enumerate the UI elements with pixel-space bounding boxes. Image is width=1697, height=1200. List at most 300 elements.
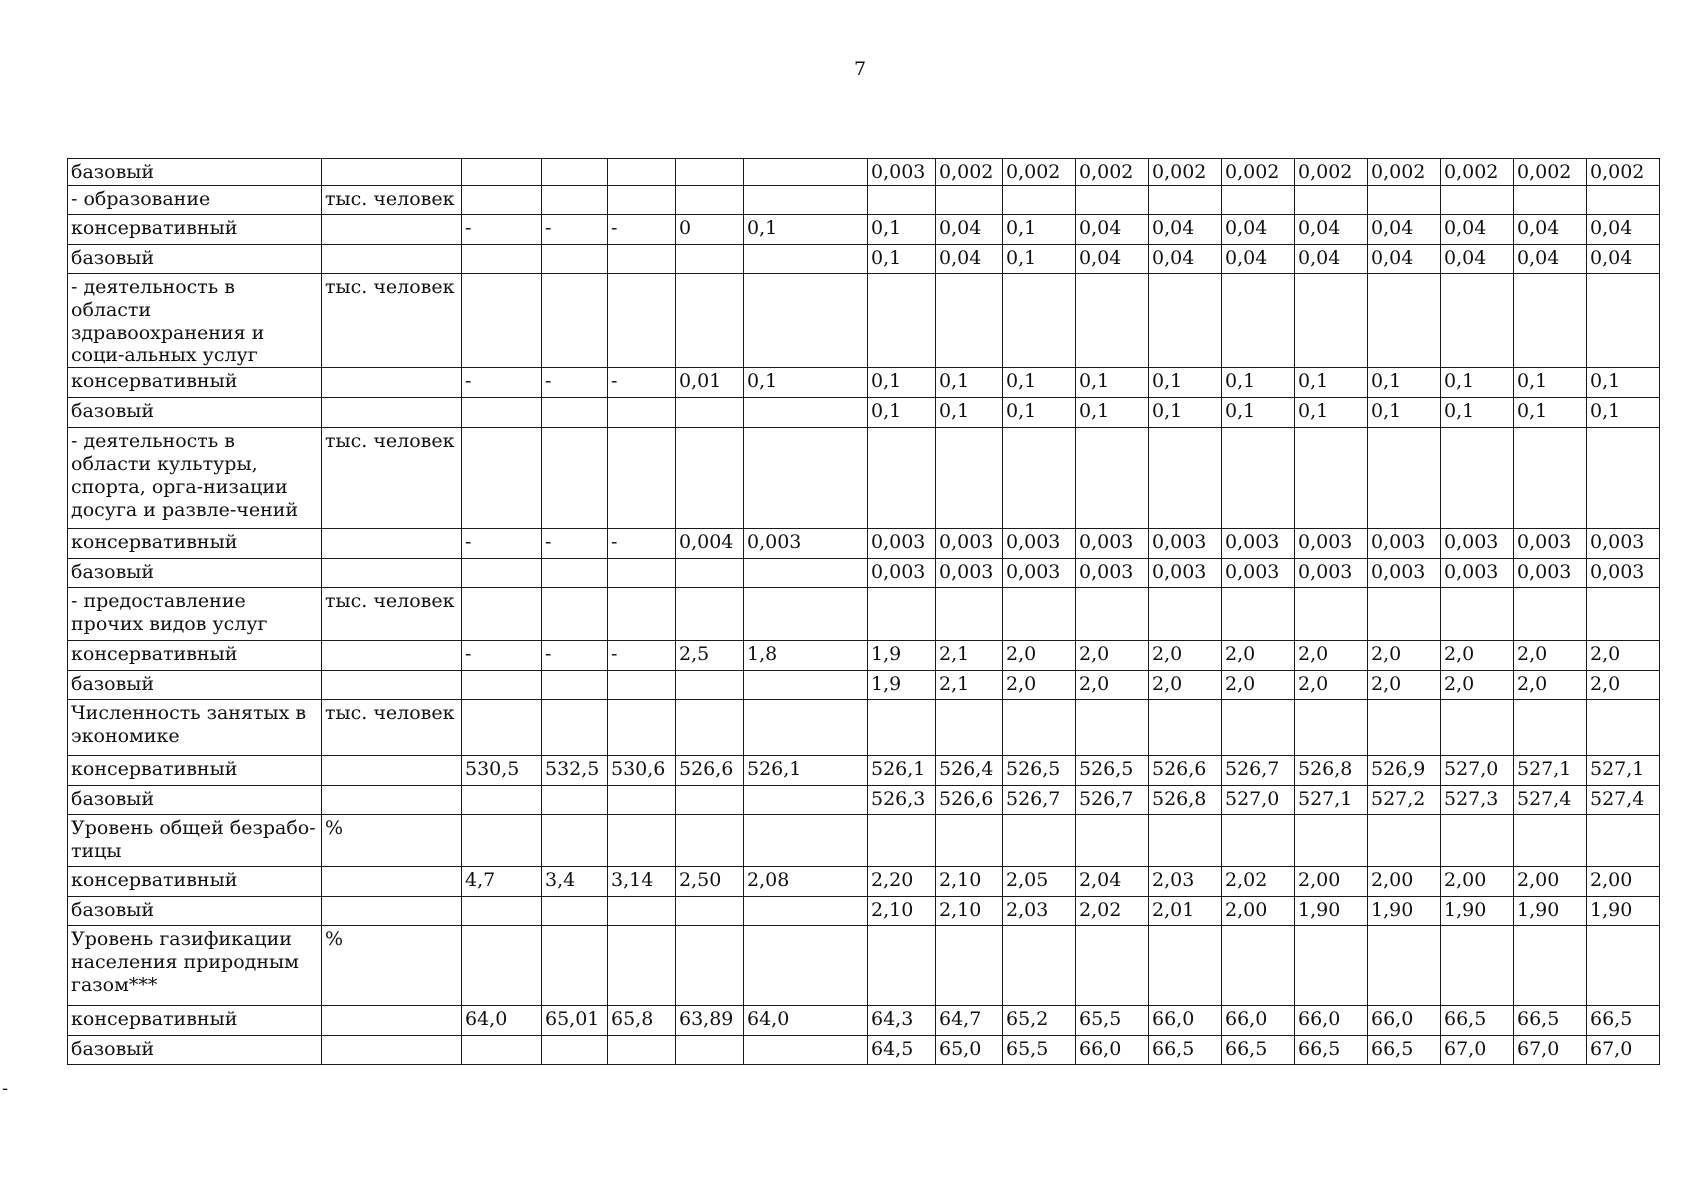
historical-value-cell: [462, 159, 542, 186]
forecast-value-cell: 2,0: [1003, 641, 1076, 671]
historical-value-cell: [608, 559, 676, 588]
forecast-value-cell: 66,0: [1149, 1006, 1222, 1036]
forecast-value-cell: 526,5: [1003, 756, 1076, 786]
forecast-value-cell: 0,002: [1222, 159, 1295, 186]
historical-value-cell: [608, 186, 676, 215]
row-label: базовый: [68, 398, 322, 428]
forecast-value-cell: 0,04: [1222, 215, 1295, 245]
forecast-value-cell: 0,1: [1003, 215, 1076, 245]
row-label: базовый: [68, 1036, 322, 1065]
historical-value-cell: 0,003: [744, 529, 868, 559]
table-row: [68, 897, 1660, 926]
forecast-value-cell: 1,9: [868, 641, 936, 671]
forecast-value-cell: [868, 186, 936, 215]
historical-value-cell: 65,8: [608, 1006, 676, 1036]
forecast-value-cell: 0,04: [936, 215, 1003, 245]
historical-value-cell: [542, 588, 608, 641]
historical-value-cell: 2,08: [744, 867, 868, 897]
table-row: [68, 398, 1660, 428]
forecast-value-cell: 0,1: [868, 368, 936, 398]
forecast-value-cell: 0,003: [1222, 529, 1295, 559]
historical-value-cell: [608, 245, 676, 274]
forecast-value-cell: 0,1: [1368, 398, 1441, 428]
forecast-value-cell: [1441, 700, 1514, 756]
unit-cell: [322, 529, 462, 559]
forecast-value-cell: [868, 428, 936, 529]
forecast-value-cell: 2,05: [1003, 867, 1076, 897]
forecast-value-cell: [1587, 274, 1660, 368]
forecast-value-cell: 2,00: [1295, 867, 1368, 897]
forecast-value-cell: [1587, 926, 1660, 1006]
unit-cell: [322, 245, 462, 274]
forecast-value-cell: 2,0: [1514, 671, 1587, 700]
row-label: - деятельность в области культуры, спорта, орга-низации досуга и развле-чений: [68, 428, 322, 529]
row-label: консервативный: [68, 756, 322, 786]
forecast-value-cell: 0,1: [1514, 368, 1587, 398]
forecast-value-cell: [1003, 700, 1076, 756]
forecast-value-cell: [1076, 815, 1149, 867]
forecast-value-cell: [1076, 274, 1149, 368]
forecast-value-cell: 0,1: [1076, 398, 1149, 428]
historical-value-cell: [608, 274, 676, 368]
forecast-value-cell: 2,00: [1441, 867, 1514, 897]
historical-value-cell: [462, 1036, 542, 1065]
forecast-value-cell: [1368, 588, 1441, 641]
forecast-value-cell: [936, 815, 1003, 867]
historical-value-cell: [744, 398, 868, 428]
forecast-value-cell: 0,1: [1003, 245, 1076, 274]
forecast-value-cell: [1441, 428, 1514, 529]
forecast-value-cell: 0,003: [1076, 559, 1149, 588]
forecast-value-cell: [1076, 588, 1149, 641]
forecast-value-cell: 526,6: [936, 786, 1003, 815]
forecast-value-cell: [1149, 588, 1222, 641]
forecast-value-cell: 0,002: [1076, 159, 1149, 186]
forecast-value-cell: 0,04: [1149, 215, 1222, 245]
forecast-value-cell: [1295, 588, 1368, 641]
forecast-value-cell: [1003, 588, 1076, 641]
forecast-value-cell: 2,0: [1514, 641, 1587, 671]
forecast-value-cell: [1587, 700, 1660, 756]
forecast-value-cell: 0,1: [868, 398, 936, 428]
forecast-value-cell: 0,003: [1587, 529, 1660, 559]
table-row: [68, 1006, 1660, 1036]
forecast-value-cell: 0,002: [1441, 159, 1514, 186]
unit-cell: [322, 159, 462, 186]
forecast-value-cell: 2,1: [936, 671, 1003, 700]
forecast-value-cell: [1222, 926, 1295, 1006]
historical-value-cell: [608, 926, 676, 1006]
unit-cell: %: [322, 815, 462, 867]
historical-value-cell: [462, 786, 542, 815]
historical-value-cell: 3,14: [608, 867, 676, 897]
forecast-value-cell: 0,1: [1368, 368, 1441, 398]
historical-value-cell: 0,1: [744, 368, 868, 398]
unit-cell: [322, 559, 462, 588]
forecast-value-cell: [1222, 274, 1295, 368]
forecast-value-cell: 2,02: [1076, 897, 1149, 926]
forecast-value-cell: [1368, 926, 1441, 1006]
historical-value-cell: -: [608, 368, 676, 398]
forecast-value-cell: [868, 815, 936, 867]
historical-value-cell: -: [608, 215, 676, 245]
forecast-value-cell: [1076, 186, 1149, 215]
forecast-value-cell: 65,2: [1003, 1006, 1076, 1036]
historical-value-cell: 2,5: [676, 641, 744, 671]
historical-value-cell: [608, 588, 676, 641]
historical-value-cell: [608, 897, 676, 926]
forecast-value-cell: 0,002: [1368, 159, 1441, 186]
table-row: [68, 588, 1660, 641]
forecast-value-cell: 1,90: [1295, 897, 1368, 926]
forecast-value-cell: [1441, 926, 1514, 1006]
unit-cell: [322, 1036, 462, 1065]
historical-value-cell: [744, 671, 868, 700]
forecast-value-cell: [1295, 186, 1368, 215]
forecast-value-cell: 0,04: [1587, 245, 1660, 274]
table-row: [68, 867, 1660, 897]
forecast-value-cell: 0,1: [1003, 398, 1076, 428]
forecast-value-cell: 0,1: [868, 215, 936, 245]
row-label: консервативный: [68, 215, 322, 245]
forecast-value-cell: 0,003: [1441, 529, 1514, 559]
forecast-value-cell: 2,0: [1441, 671, 1514, 700]
forecast-value-cell: 66,5: [1587, 1006, 1660, 1036]
forecast-value-cell: 0,1: [1587, 398, 1660, 428]
forecast-value-cell: 0,002: [936, 159, 1003, 186]
forecast-value-cell: 0,1: [1076, 368, 1149, 398]
forecast-value-cell: 2,00: [1222, 897, 1295, 926]
forecast-value-cell: 2,0: [1587, 671, 1660, 700]
row-label: базовый: [68, 559, 322, 588]
historical-value-cell: 64,0: [462, 1006, 542, 1036]
forecast-value-cell: 526,4: [936, 756, 1003, 786]
forecast-value-cell: 0,1: [1222, 398, 1295, 428]
forecast-value-cell: 0,04: [1368, 215, 1441, 245]
forecast-value-cell: 1,9: [868, 671, 936, 700]
forecast-value-cell: 0,003: [868, 159, 936, 186]
forecast-value-cell: 67,0: [1441, 1036, 1514, 1065]
forecast-value-cell: [1003, 926, 1076, 1006]
forecast-value-cell: 527,4: [1587, 786, 1660, 815]
forecast-value-cell: 0,003: [868, 559, 936, 588]
row-label: базовый: [68, 159, 322, 186]
historical-value-cell: 2,50: [676, 867, 744, 897]
forecast-value-cell: 66,5: [1368, 1036, 1441, 1065]
forecast-value-cell: [1295, 926, 1368, 1006]
unit-cell: тыс. человек: [322, 274, 462, 368]
forecast-value-cell: 0,1: [1149, 398, 1222, 428]
unit-cell: [322, 786, 462, 815]
historical-value-cell: 1,8: [744, 641, 868, 671]
historical-value-cell: 4,7: [462, 867, 542, 897]
historical-value-cell: -: [462, 641, 542, 671]
forecast-value-cell: 0,1: [936, 368, 1003, 398]
forecast-value-cell: 1,90: [1368, 897, 1441, 926]
forecast-value-cell: [936, 700, 1003, 756]
historical-value-cell: -: [462, 215, 542, 245]
historical-value-cell: -: [542, 215, 608, 245]
unit-cell: [322, 756, 462, 786]
unit-cell: [322, 1006, 462, 1036]
historical-value-cell: 0,1: [744, 215, 868, 245]
forecast-value-cell: 0,003: [1368, 529, 1441, 559]
forecast-value-cell: 2,03: [1003, 897, 1076, 926]
forecast-value-cell: 65,5: [1076, 1006, 1149, 1036]
forecast-value-cell: 0,04: [1441, 245, 1514, 274]
historical-value-cell: [608, 428, 676, 529]
forecast-value-cell: [1295, 815, 1368, 867]
historical-value-cell: [462, 245, 542, 274]
forecast-value-cell: 0,1: [1295, 368, 1368, 398]
historical-value-cell: 64,0: [744, 1006, 868, 1036]
forecast-value-cell: 526,5: [1076, 756, 1149, 786]
row-label: базовый: [68, 897, 322, 926]
forecast-value-cell: [1587, 186, 1660, 215]
forecast-value-cell: 0,04: [936, 245, 1003, 274]
forecast-value-cell: [868, 588, 936, 641]
forecast-value-cell: 65,5: [1003, 1036, 1076, 1065]
forecast-value-cell: 0,002: [1149, 159, 1222, 186]
forecast-value-cell: [1222, 428, 1295, 529]
forecast-value-cell: 0,003: [1587, 559, 1660, 588]
forecast-value-cell: 2,0: [1149, 641, 1222, 671]
forecast-value-cell: [1368, 815, 1441, 867]
historical-value-cell: [676, 671, 744, 700]
forecast-value-cell: 527,0: [1222, 786, 1295, 815]
forecast-value-cell: 66,0: [1368, 1006, 1441, 1036]
forecast-value-cell: [868, 926, 936, 1006]
row-label: консервативный: [68, 1006, 322, 1036]
forecast-value-cell: [1003, 186, 1076, 215]
forecast-value-cell: 0,04: [1222, 245, 1295, 274]
forecast-value-cell: 66,5: [1441, 1006, 1514, 1036]
forecast-value-cell: 0,003: [1441, 559, 1514, 588]
historical-value-cell: [744, 1036, 868, 1065]
historical-value-cell: [676, 897, 744, 926]
row-label: базовый: [68, 245, 322, 274]
historical-value-cell: -: [608, 641, 676, 671]
forecast-value-cell: [1222, 588, 1295, 641]
unit-cell: [322, 368, 462, 398]
forecast-value-cell: [1441, 815, 1514, 867]
historical-value-cell: [676, 926, 744, 1006]
table-row: [68, 428, 1660, 529]
historical-value-cell: [744, 588, 868, 641]
forecast-value-cell: 526,8: [1295, 756, 1368, 786]
page-number: 7: [853, 58, 867, 80]
forecast-value-cell: 0,1: [1514, 398, 1587, 428]
historical-value-cell: [542, 428, 608, 529]
historical-value-cell: [542, 700, 608, 756]
historical-value-cell: [542, 186, 608, 215]
forecast-value-cell: 2,00: [1587, 867, 1660, 897]
forecast-value-cell: 526,1: [868, 756, 936, 786]
forecast-value-cell: [1003, 815, 1076, 867]
forecast-value-cell: 526,6: [1149, 756, 1222, 786]
forecast-value-cell: [1587, 588, 1660, 641]
forecast-value-cell: 0,1: [868, 245, 936, 274]
forecast-value-cell: [1295, 274, 1368, 368]
historical-value-cell: [542, 926, 608, 1006]
forecast-value-cell: 527,2: [1368, 786, 1441, 815]
forecast-value-cell: [1368, 700, 1441, 756]
historical-value-cell: [462, 671, 542, 700]
table-row: [68, 756, 1660, 786]
table-row: [68, 274, 1660, 368]
forecast-value-cell: 0,04: [1295, 215, 1368, 245]
historical-value-cell: [676, 786, 744, 815]
forecast-value-cell: 526,7: [1003, 786, 1076, 815]
forecast-value-cell: 0,002: [1514, 159, 1587, 186]
forecast-value-cell: 1,90: [1587, 897, 1660, 926]
table-row: [68, 245, 1660, 274]
forecast-value-cell: 2,20: [868, 867, 936, 897]
forecast-value-cell: 2,0: [1149, 671, 1222, 700]
forecast-value-cell: 0,003: [868, 529, 936, 559]
historical-value-cell: [542, 559, 608, 588]
forecast-value-cell: [1149, 186, 1222, 215]
forecast-value-cell: 2,02: [1222, 867, 1295, 897]
historical-value-cell: [542, 786, 608, 815]
forecast-value-cell: [936, 428, 1003, 529]
historical-value-cell: [462, 398, 542, 428]
historical-value-cell: [744, 815, 868, 867]
table-row: [68, 186, 1660, 215]
historical-value-cell: -: [608, 529, 676, 559]
historical-value-cell: 526,6: [676, 756, 744, 786]
unit-cell: тыс. человек: [322, 186, 462, 215]
forecast-value-cell: 66,5: [1222, 1036, 1295, 1065]
historical-value-cell: 530,6: [608, 756, 676, 786]
forecast-value-cell: 66,5: [1514, 1006, 1587, 1036]
forecast-value-cell: [936, 186, 1003, 215]
historical-value-cell: [542, 274, 608, 368]
historical-value-cell: [676, 700, 744, 756]
historical-value-cell: 63,89: [676, 1006, 744, 1036]
forecast-value-cell: 2,0: [1222, 671, 1295, 700]
forecast-value-cell: 2,10: [936, 867, 1003, 897]
forecast-value-cell: [1514, 428, 1587, 529]
historical-value-cell: [744, 897, 868, 926]
row-label: Численность занятых в экономике: [68, 700, 322, 756]
forecast-value-cell: [1295, 428, 1368, 529]
forecast-value-cell: [1149, 815, 1222, 867]
forecast-value-cell: 0,04: [1295, 245, 1368, 274]
forecast-value-cell: 527,1: [1514, 756, 1587, 786]
forecast-value-cell: 0,002: [1003, 159, 1076, 186]
row-label: консервативный: [68, 368, 322, 398]
forecast-value-cell: 0,003: [1514, 529, 1587, 559]
forecast-value-cell: [1222, 186, 1295, 215]
historical-value-cell: [608, 159, 676, 186]
forecast-value-cell: 526,3: [868, 786, 936, 815]
forecast-value-cell: 527,0: [1441, 756, 1514, 786]
forecast-value-cell: 1,90: [1514, 897, 1587, 926]
forecast-value-cell: [1003, 274, 1076, 368]
forecast-value-cell: [1368, 186, 1441, 215]
forecast-value-cell: 2,00: [1368, 867, 1441, 897]
historical-value-cell: [744, 186, 868, 215]
unit-cell: тыс. человек: [322, 588, 462, 641]
forecast-value-cell: 0,003: [1368, 559, 1441, 588]
forecast-value-cell: 2,0: [1295, 641, 1368, 671]
row-label: консервативный: [68, 641, 322, 671]
historical-value-cell: -: [462, 368, 542, 398]
forecast-value-cell: 66,5: [1295, 1036, 1368, 1065]
forecast-value-cell: 2,04: [1076, 867, 1149, 897]
table-row: [68, 215, 1660, 245]
forecast-value-cell: 0,04: [1368, 245, 1441, 274]
forecast-value-cell: 67,0: [1514, 1036, 1587, 1065]
historical-value-cell: [744, 428, 868, 529]
forecast-value-cell: [1149, 428, 1222, 529]
forecast-value-cell: 527,1: [1295, 786, 1368, 815]
forecast-value-cell: [1368, 274, 1441, 368]
table-row: [68, 641, 1660, 671]
historical-value-cell: 526,1: [744, 756, 868, 786]
historical-value-cell: -: [462, 529, 542, 559]
forecast-value-cell: 66,5: [1149, 1036, 1222, 1065]
forecast-value-cell: [936, 274, 1003, 368]
historical-value-cell: [744, 786, 868, 815]
historical-value-cell: [542, 398, 608, 428]
historical-value-cell: [462, 428, 542, 529]
row-label: консервативный: [68, 529, 322, 559]
unit-cell: [322, 897, 462, 926]
forecast-value-cell: 526,9: [1368, 756, 1441, 786]
historical-value-cell: [462, 815, 542, 867]
forecast-value-cell: 66,0: [1222, 1006, 1295, 1036]
historical-value-cell: [608, 1036, 676, 1065]
forecast-value-cell: 0,003: [1149, 529, 1222, 559]
row-label: - образование: [68, 186, 322, 215]
historical-value-cell: [744, 559, 868, 588]
forecast-value-cell: [1441, 186, 1514, 215]
forecast-value-cell: [1587, 815, 1660, 867]
historical-value-cell: 0,004: [676, 529, 744, 559]
historical-value-cell: [676, 428, 744, 529]
forecast-value-cell: 2,1: [936, 641, 1003, 671]
forecast-value-cell: 2,0: [1368, 671, 1441, 700]
forecast-value-cell: 526,7: [1222, 756, 1295, 786]
forecast-value-cell: [1076, 700, 1149, 756]
unit-cell: [322, 398, 462, 428]
forecast-value-cell: 0,003: [1222, 559, 1295, 588]
forecast-value-cell: 527,4: [1514, 786, 1587, 815]
historical-value-cell: [676, 559, 744, 588]
forecast-value-cell: [1514, 815, 1587, 867]
forecast-value-cell: 2,10: [868, 897, 936, 926]
indicators-table: [67, 158, 1660, 1065]
forecast-value-cell: 0,04: [1076, 245, 1149, 274]
historical-value-cell: [462, 559, 542, 588]
forecast-value-cell: 67,0: [1587, 1036, 1660, 1065]
forecast-value-cell: 0,003: [1003, 559, 1076, 588]
row-label: Уровень общей безрабо-тицы: [68, 815, 322, 867]
forecast-value-cell: 0,1: [1149, 368, 1222, 398]
historical-value-cell: [676, 398, 744, 428]
forecast-value-cell: 0,003: [1149, 559, 1222, 588]
forecast-value-cell: 0,1: [1441, 398, 1514, 428]
historical-value-cell: [542, 245, 608, 274]
forecast-value-cell: 2,0: [1368, 641, 1441, 671]
forecast-value-cell: 0,04: [1514, 245, 1587, 274]
forecast-value-cell: 0,04: [1514, 215, 1587, 245]
forecast-value-cell: [1587, 428, 1660, 529]
historical-value-cell: 0: [676, 215, 744, 245]
historical-value-cell: [542, 897, 608, 926]
